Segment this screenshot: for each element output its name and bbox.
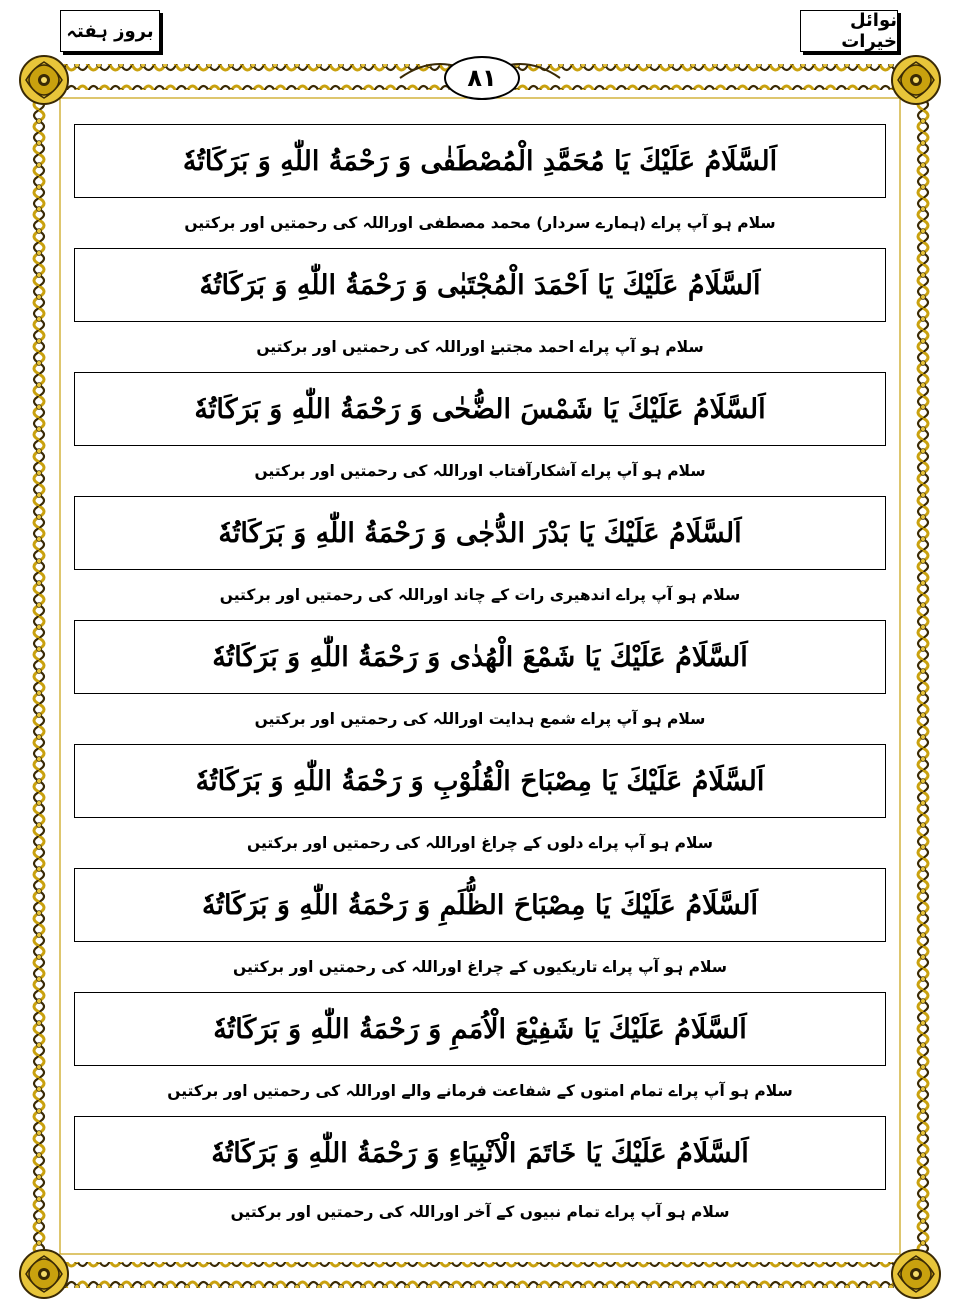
arabic-salutation-box [74, 496, 886, 570]
arabic-salutation-box [74, 248, 886, 322]
urdu-translation: سلام ہو آپ پراے آشکارآفتاب اوراللہ کی رحمتیں اور برکتیں [254, 462, 706, 480]
page-number [444, 56, 520, 100]
arabic-salutation-text: اَلسَّلَامُ عَلَيْكَ يَا مِصْبَاحَ الظُّلَمِ وَ رَحْمَةُ اللّٰهِ وَ بَرَكَاتُهٗ [202, 889, 758, 921]
section-label-text: نوائل خیرات [841, 10, 897, 52]
urdu-translation: سلام ہو آپ پراے تمام نبیوں کے آخر اوراللہ کی رحمتیں اور برکتیں [230, 1203, 730, 1221]
day-label-text: بروز ہفتہ [66, 20, 154, 42]
arabic-salutation-box [74, 372, 886, 446]
salutation-item [74, 620, 886, 744]
salutation-item [74, 496, 886, 620]
salutation-item [74, 744, 886, 868]
urdu-translation: سلام ہو آپ پراے تمام امتوں کے شفاعت فرمانے والے اوراللہ کی رحمتیں اور برکتیں [167, 1082, 793, 1100]
arabic-salutation-text: اَلسَّلَامُ عَلَيْكَ يَا اَحْمَدَ الْمُجْتَبٰى وَ رَحْمَةُ اللّٰهِ وَ بَرَكَاتُهٗ [199, 269, 761, 301]
urdu-translation: سلام ہو آپ پراے تاریکیوں کے چراغ اوراللہ کی رحمتیں اور برکتیں [233, 958, 727, 976]
arabic-salutation-box [74, 868, 886, 942]
arabic-salutation-box [74, 1116, 886, 1190]
arabic-salutation-text: اَلسَّلَامُ عَلَيْكَ يَا شَمْعَ الْهُدٰى وَ رَحْمَةُ اللّٰهِ وَ بَرَكَاتُهٗ [212, 641, 748, 673]
arabic-salutation-text: اَلسَّلَامُ عَلَيْكَ يَا خَاتَمَ الْاَنْبِيَاءِ وَ رَحْمَةُ اللّٰهِ وَ بَرَكَاتُهٗ [211, 1137, 749, 1169]
salutation-list [74, 124, 886, 1234]
arabic-salutation-box [74, 620, 886, 694]
salutation-item [74, 992, 886, 1116]
urdu-translation: سلام ہو آپ پراے احمد مجتبےٰ اوراللہ کی رحمتیں اور برکتیں [256, 338, 704, 356]
arabic-salutation-text: اَلسَّلَامُ عَلَيْكَ يَا مُحَمَّدِ الْمُصْطَفٰى وَ رَحْمَةُ اللّٰهِ وَ بَرَكَاتُهٗ [182, 145, 778, 177]
salutation-item [74, 248, 886, 372]
salutation-item [74, 372, 886, 496]
salutation-item [74, 1116, 886, 1234]
arabic-salutation-text: اَلسَّلَامُ عَلَيْكَ يَا مِصْبَاحَ الْقُلُوْبِ وَ رَحْمَةُ اللّٰهِ وَ بَرَكَاتُهٗ [195, 765, 765, 797]
page-number-text: ٨١ [467, 64, 497, 92]
arabic-salutation-text: اَلسَّلَامُ عَلَيْكَ يَا شَمْسَ الضُّحٰى وَ رَحْمَةُ اللّٰهِ وَ بَرَكَاتُهٗ [194, 393, 766, 425]
salutation-item [74, 124, 886, 248]
arabic-salutation-text: اَلسَّلَامُ عَلَيْكَ يَا شَفِيْعَ الْاُمَمِ وَ رَحْمَةُ اللّٰهِ وَ بَرَكَاتُهٗ [213, 1013, 747, 1045]
urdu-translation: سلام ہو آپ پراے (ہمارے سردار) محمد مصطفی اوراللہ کی رحمتیں اور برکتیں [184, 214, 776, 232]
arabic-salutation-box [74, 744, 886, 818]
urdu-translation: سلام ہو آپ پراے دلوں کے چراغ اوراللہ کی رحمتیں اور برکتیں [247, 834, 713, 852]
arabic-salutation-text: اَلسَّلَامُ عَلَيْكَ يَا بَدْرَ الدُّجٰى وَ رَحْمَةُ اللّٰهِ وَ بَرَكَاتُهٗ [218, 517, 742, 549]
salutation-item [74, 868, 886, 992]
urdu-translation: سلام ہو آپ پراے شمع ہدایت اوراللہ کی رحمتیں اور برکتیں [254, 710, 706, 728]
arabic-salutation-box [74, 992, 886, 1066]
arabic-salutation-box [74, 124, 886, 198]
urdu-translation: سلام ہو آپ پراے اندھیری رات کے چاند اوراللہ کی رحمتیں اور برکتیں [219, 586, 741, 604]
